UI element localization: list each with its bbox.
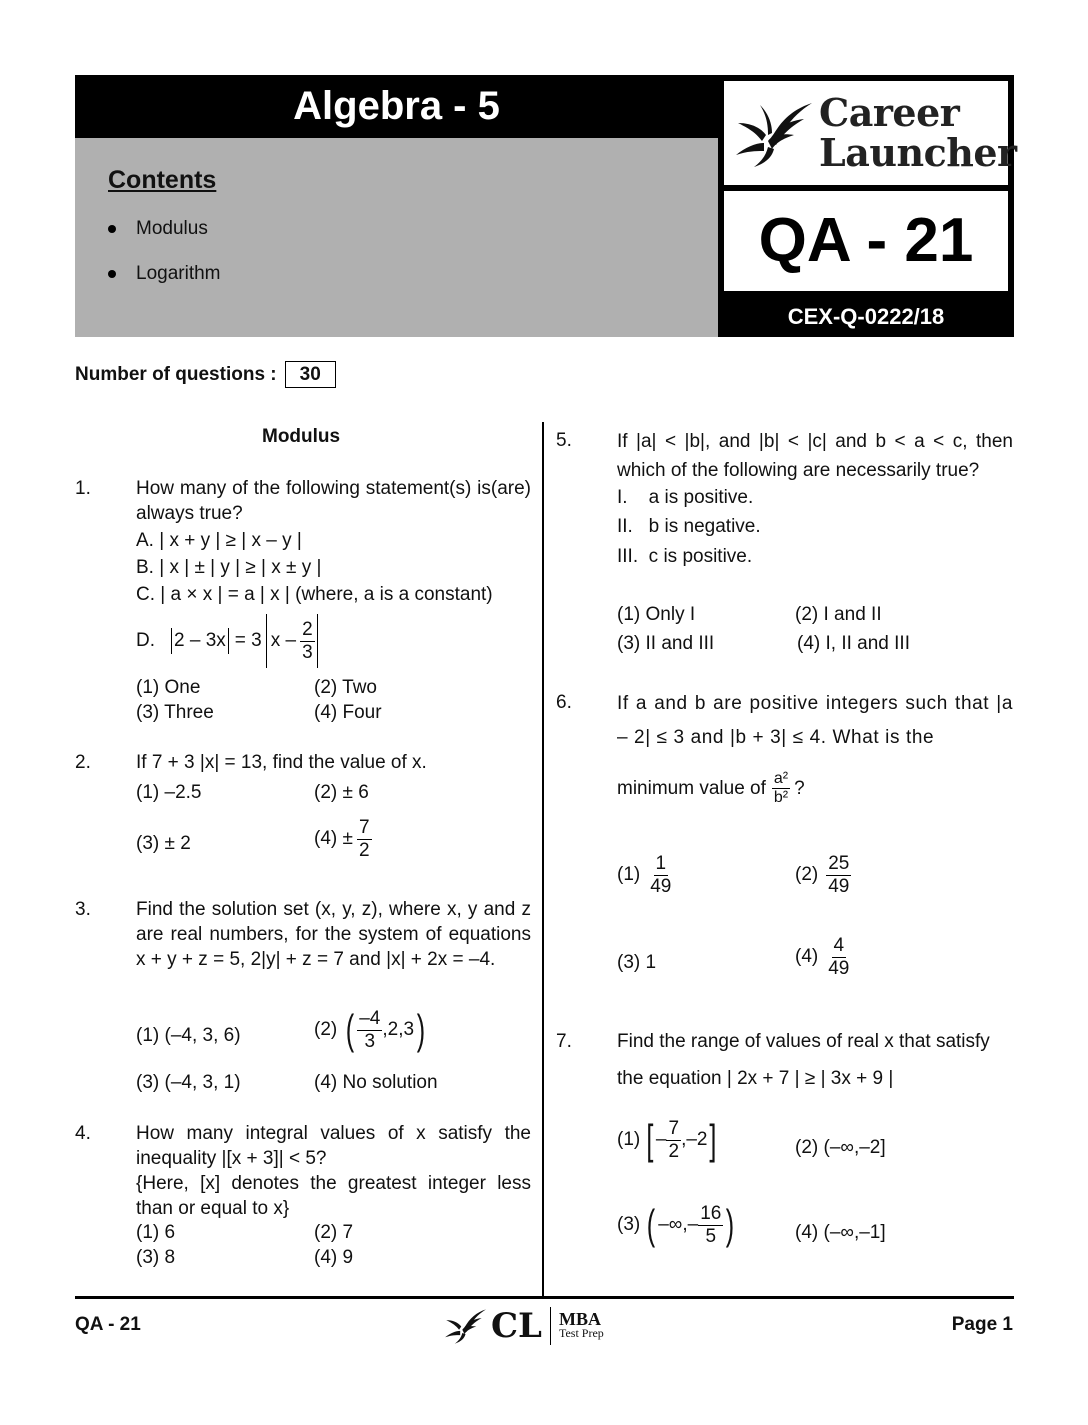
column-divider [542, 422, 544, 1297]
q7-number: 7. [556, 1031, 572, 1052]
q5-option-4: (4) I, II and III [797, 633, 910, 654]
q5-option-2: (2) I and II [795, 604, 882, 625]
paper-code: QA - 21 [724, 191, 1008, 291]
q2-option-4: (4) ± $\frac{7}{2}$ [314, 817, 370, 861]
page-number: Page 1 [951, 1314, 1013, 1335]
q1-option-3: (3) Three [136, 702, 214, 723]
question-count-badge: 30 [285, 361, 336, 388]
swoosh-icon [732, 99, 814, 169]
bullet-icon [108, 270, 116, 278]
number-of-questions: Number of questions : 30 [75, 361, 336, 388]
footer-paper-code: QA - 21 [75, 1314, 141, 1335]
q3-number: 3. [75, 899, 91, 920]
section-title: Modulus [262, 426, 341, 447]
reference-code: CEX-Q-0222/18 [787, 304, 945, 329]
q4-note: {Here, [x] denotes the greatest integer less than or equal to x} [136, 1173, 531, 1219]
q4-option-1: (1) 6 [136, 1222, 176, 1243]
q4-option-3: (3) 8 [136, 1247, 176, 1268]
q5-statement-3: III. c is positive. [617, 546, 753, 567]
q1-option-1: (1) One [136, 677, 201, 698]
contents-title: Contents [108, 166, 217, 194]
q4-option-2: (2) 7 [314, 1222, 354, 1243]
q1-option-2: (2) Two [314, 677, 378, 698]
brand-logo: Career Launcher [724, 81, 1008, 185]
q7-text-equation: the equation | 2x + 7 | ≥ | 3x + 9 | [617, 1068, 894, 1089]
q3-option-1: (1) (–4, 3, 6) [136, 1025, 241, 1046]
q5-number: 5. [556, 430, 572, 451]
q1-statement-b: B. | x | ± | y | ≥ | x ± y | [136, 557, 322, 578]
q6-number: 6. [556, 692, 572, 713]
page-title: Algebra - 5 [75, 75, 718, 138]
q2-option-2: (2) ± 6 [314, 782, 369, 803]
q1-statement-d: D. 2 – 3x = 3 x – $\frac{2}{3}$ [136, 614, 320, 668]
footer-rule [75, 1296, 1014, 1299]
q6-option-3: (3) 1 [617, 952, 657, 973]
q3-option-4: (4) No solution [314, 1072, 438, 1093]
q5-statement-2: II. b is negative. [617, 516, 761, 537]
q1-statement-c: C. | a × x | = a | x | (where, a is a constant) [136, 584, 493, 605]
q4-number: 4. [75, 1123, 91, 1144]
q7-option-2: (2) (–∞,–2] [795, 1137, 886, 1158]
q7-text: Find the range of values of real x that satisfy [617, 1031, 990, 1052]
q6-option-1: (1) $\frac{1}{49}$ [617, 853, 672, 897]
q2-option-1: (1) –2.5 [136, 782, 202, 803]
brand-panel [718, 75, 1017, 337]
q6-text: If a and b are positive integers such that |a – 2| ≤ 3 and |b + 3| ≤ 4. What is the [617, 693, 1013, 748]
q5-option-3: (3) II and III [617, 633, 715, 654]
contents-item-logarithm: Logarithm [108, 263, 221, 285]
q6-option-2: (2) $\frac{25}{49}$ [795, 853, 850, 897]
q1-statement-a: A. | x + y | ≥ | x – y | [136, 530, 302, 551]
q7-option-4: (4) (–∞,–1] [795, 1222, 886, 1243]
q1-option-4: (4) Four [314, 702, 382, 723]
contents-item-modulus: Modulus [108, 218, 208, 240]
q2-text: If 7 + 3 |x| = 13, find the value of x. [136, 752, 427, 773]
footer-logo: CL MBA Test Prep [443, 1306, 604, 1346]
q1-number: 1. [75, 478, 91, 499]
bullet-icon [108, 225, 116, 233]
q2-number: 2. [75, 752, 91, 773]
q1-text: How many of the following statement(s) is(are) always true? [136, 478, 531, 524]
q3-text: Find the solution set (x, y, z), where x, y and z are real numbers, for the system of equations x + y + z = 5, 2|y| + z = 7 and |x| + 2x = –4. [136, 899, 531, 970]
swoosh-icon [443, 1307, 487, 1345]
q4-text: How many integral values of x satisfy the inequality |[x + 3]| < 5? [136, 1123, 531, 1169]
q6-option-4: (4) $\frac{4}{49}$ [795, 935, 850, 979]
q4-option-4: (4) 9 [314, 1247, 354, 1268]
q3-option-2: (2) ( $\frac{-4}{3}$ ,2,3 ) [314, 1006, 426, 1054]
q7-option-3: (3) ( –∞,– $\frac{16}{5}$ ) [617, 1201, 735, 1249]
q3-option-3: (3) (–4, 3, 1) [136, 1072, 241, 1093]
q7-option-1: (1) [ – $\frac{7}{2}$ ,–2 ] [617, 1116, 717, 1164]
contents-panel [75, 138, 718, 337]
q5-option-1: (1) Only I [617, 604, 696, 625]
q5-statement-1: I. a is positive. [617, 487, 754, 508]
q5-text: If |a| < |b|, and |b| < |c| and b < a < c, then which of the following are necessarily true? [617, 431, 1013, 481]
q6-text-fraction: minimum value of $\frac{\text{a²}}{\text{b²}}$ ? [617, 770, 805, 807]
q2-option-3: (3) ± 2 [136, 833, 191, 854]
